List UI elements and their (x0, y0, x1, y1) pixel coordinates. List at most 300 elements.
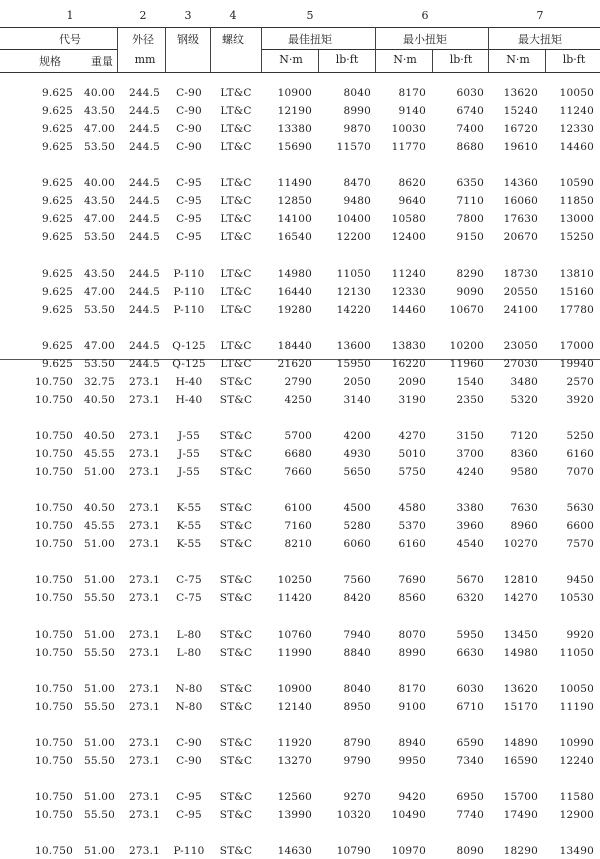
table-row (0, 430, 600, 444)
cell-max-lbft: 6600 (566, 520, 594, 533)
cell-min-lbft: 3700 (456, 448, 484, 460)
cell-od: 244.5 (128, 105, 160, 118)
cell-opt-nm: 10900 (277, 682, 312, 695)
cell-opt-lbft: 9270 (343, 790, 371, 803)
cell-min-lbft: 3150 (456, 429, 484, 442)
cell-max-lbft: 9450 (566, 574, 594, 587)
cell-opt-nm: 10760 (277, 628, 312, 641)
cell-opt-nm: 2790 (284, 375, 312, 388)
col-number-5: 5 (306, 9, 314, 22)
cell-thread: ST&C (219, 754, 253, 767)
header-divider (432, 50, 433, 72)
cell-max-nm: 13620 (503, 87, 538, 99)
cell-opt-lbft: 10790 (336, 845, 371, 858)
cell-max-nm: 14890 (503, 736, 538, 749)
cell-opt-nm: 10250 (277, 574, 312, 587)
cell-weight: 40.50 (83, 502, 115, 515)
unit-min-nm: N·m (393, 53, 417, 66)
cell-weight: 51.00 (83, 790, 115, 803)
cell-opt-nm: 21620 (277, 357, 312, 370)
cell-grade: C-95 (176, 177, 202, 190)
cell-opt-lbft: 12130 (336, 285, 371, 298)
cell-max-lbft: 6160 (566, 448, 594, 460)
cell-max-lbft: 11580 (559, 790, 594, 803)
cell-max-nm: 5320 (510, 393, 538, 406)
cell-opt-lbft: 12200 (336, 231, 371, 244)
cell-min-nm: 8170 (398, 87, 426, 99)
cell-min-lbft: 6320 (456, 592, 484, 605)
cell-opt-lbft: 7560 (343, 574, 371, 587)
cell-od: 244.5 (128, 141, 160, 154)
cell-opt-nm: 12560 (277, 790, 312, 803)
cell-opt-lbft: 13600 (336, 339, 371, 352)
cell-grade: K-55 (176, 538, 202, 551)
cell-size: 10.750 (35, 628, 73, 641)
cell-min-nm: 4580 (398, 502, 426, 515)
table-row (0, 141, 600, 155)
cell-min-nm: 10030 (391, 123, 426, 136)
header-divider (117, 27, 118, 72)
cell-weight: 45.55 (83, 448, 115, 460)
cell-grade: C-75 (176, 574, 202, 587)
units-row (0, 53, 600, 69)
table-row (0, 701, 600, 715)
cell-max-nm: 15700 (503, 790, 538, 803)
cell-max-nm: 23050 (503, 339, 538, 352)
table-row (0, 520, 600, 534)
cell-min-nm: 16220 (391, 357, 426, 370)
cell-grade: P-110 (173, 845, 205, 858)
cell-opt-lbft: 10400 (336, 213, 371, 226)
cell-opt-lbft: 5650 (343, 466, 371, 479)
cell-size: 9.625 (41, 303, 73, 316)
cell-thread: ST&C (219, 845, 253, 858)
cell-max-nm: 16590 (503, 754, 538, 767)
cell-weight: 55.50 (83, 809, 115, 821)
cell-max-nm: 8960 (510, 520, 538, 533)
cell-max-nm: 12810 (503, 574, 538, 587)
cell-weight: 51.00 (83, 682, 115, 695)
cell-od: 273.1 (128, 538, 160, 551)
cell-max-lbft: 12240 (559, 754, 594, 767)
cell-weight: 43.50 (83, 105, 115, 118)
col-number-3: 3 (184, 9, 192, 22)
cell-weight: 51.00 (83, 736, 115, 749)
cell-max-lbft: 10050 (559, 682, 594, 695)
cell-thread: ST&C (219, 628, 253, 641)
cell-max-lbft: 15250 (559, 231, 594, 244)
cell-min-lbft: 11960 (449, 357, 484, 370)
cell-weight: 51.00 (83, 574, 115, 587)
cell-opt-lbft: 11050 (336, 267, 371, 280)
table-row (0, 845, 600, 859)
cell-min-lbft: 7400 (456, 123, 484, 136)
cell-opt-nm: 11920 (277, 736, 312, 749)
cell-opt-nm: 16540 (277, 231, 312, 244)
table-row (0, 340, 600, 354)
cell-grade: C-90 (176, 141, 202, 154)
cell-grade: L-80 (176, 646, 202, 659)
cell-grade: Q-125 (172, 339, 206, 352)
cell-grade: H-40 (175, 375, 203, 388)
header-subrule-torque (261, 49, 600, 50)
cell-size: 10.750 (35, 429, 73, 442)
cell-max-lbft: 13000 (559, 213, 594, 226)
cell-thread: LT&C (220, 105, 252, 118)
cell-opt-nm: 5700 (284, 429, 312, 442)
cell-od: 244.5 (128, 285, 160, 298)
unit-weight: 重量 (91, 55, 113, 68)
cell-min-lbft: 8090 (456, 845, 484, 858)
cell-min-nm: 8940 (398, 736, 426, 749)
cell-size: 9.625 (41, 87, 73, 99)
cell-min-lbft: 4540 (456, 538, 484, 551)
header-divider (210, 27, 211, 72)
cell-opt-nm: 11990 (277, 646, 312, 659)
cell-opt-nm: 12140 (277, 700, 312, 713)
cell-size: 10.750 (35, 646, 73, 659)
cell-min-nm: 13830 (391, 339, 426, 352)
cell-opt-nm: 16440 (277, 285, 312, 298)
cell-weight: 47.00 (83, 213, 115, 226)
cell-thread: ST&C (219, 429, 253, 442)
cell-opt-nm: 4250 (284, 393, 312, 406)
cell-weight: 32.75 (83, 375, 115, 388)
cell-max-nm: 18290 (503, 845, 538, 858)
cell-thread: ST&C (219, 574, 253, 587)
cell-opt-nm: 8210 (284, 538, 312, 551)
unit-mm: mm (134, 53, 156, 66)
cell-size: 10.750 (35, 700, 73, 713)
cell-opt-lbft: 2050 (343, 375, 371, 388)
table-row (0, 791, 600, 805)
cell-grade: C-90 (176, 736, 202, 749)
cell-opt-lbft: 5280 (343, 520, 371, 533)
cell-thread: LT&C (220, 87, 252, 99)
cell-od: 244.5 (128, 231, 160, 244)
cell-grade: L-80 (176, 628, 202, 641)
cell-min-nm: 5010 (398, 448, 426, 460)
cell-thread: ST&C (219, 809, 253, 821)
cell-size: 9.625 (41, 141, 73, 154)
table-row (0, 502, 600, 516)
cell-opt-lbft: 14220 (336, 303, 371, 316)
cell-min-nm: 9420 (398, 790, 426, 803)
cell-opt-nm: 6680 (284, 448, 312, 460)
col-name-thread: 螺纹 (222, 33, 244, 46)
cell-max-nm: 20670 (503, 231, 538, 244)
table-row (0, 592, 600, 606)
cell-weight: 40.00 (83, 87, 115, 99)
cell-weight: 40.50 (83, 393, 115, 406)
cell-opt-nm: 14980 (277, 267, 312, 280)
cell-grade: C-95 (176, 213, 202, 226)
cell-max-lbft: 14460 (559, 141, 594, 154)
cell-opt-nm: 15690 (277, 141, 312, 154)
header-rule-bottom (0, 72, 600, 73)
header-divider (318, 50, 319, 72)
column-number-row (0, 9, 600, 23)
table-row (0, 376, 600, 390)
cell-max-lbft: 11240 (559, 105, 594, 118)
table-row (0, 737, 600, 751)
cell-opt-nm: 11490 (277, 177, 312, 190)
cell-min-nm: 6160 (398, 538, 426, 551)
cell-max-lbft: 7070 (566, 466, 594, 479)
cell-opt-lbft: 8470 (343, 177, 371, 190)
cell-opt-lbft: 9870 (343, 123, 371, 136)
cell-max-nm: 7630 (510, 502, 538, 515)
cell-max-lbft: 17000 (559, 339, 594, 352)
cell-opt-nm: 13990 (277, 809, 312, 821)
cell-max-lbft: 12330 (559, 123, 594, 136)
cell-max-nm: 15240 (503, 105, 538, 118)
cell-weight: 51.00 (83, 628, 115, 641)
cell-size: 10.750 (35, 736, 73, 749)
cell-min-nm: 2090 (398, 375, 426, 388)
cell-min-nm: 12330 (391, 285, 426, 298)
cell-max-nm: 14360 (503, 177, 538, 190)
cell-max-nm: 16060 (503, 195, 538, 208)
cell-max-lbft: 10530 (559, 592, 594, 605)
cell-max-lbft: 12900 (559, 809, 594, 821)
table-row (0, 231, 600, 245)
cell-min-lbft: 9090 (456, 285, 484, 298)
cell-max-nm: 19610 (503, 141, 538, 154)
cell-od: 244.5 (128, 213, 160, 226)
cell-max-nm: 8360 (510, 448, 538, 460)
cell-opt-nm: 19280 (277, 303, 312, 316)
cell-size: 10.750 (35, 754, 73, 767)
unit-opt-nm: N·m (279, 53, 303, 66)
col-name-optimum-torque: 最佳扭矩 (288, 33, 332, 46)
cell-min-nm: 9950 (398, 754, 426, 767)
cell-min-nm: 11240 (391, 267, 426, 280)
cell-size: 10.750 (35, 790, 73, 803)
cell-max-nm: 18730 (503, 267, 538, 280)
cell-min-nm: 5750 (398, 466, 426, 479)
unit-size: 规格 (39, 55, 61, 68)
cell-thread: ST&C (219, 375, 253, 388)
col-number-7: 7 (536, 9, 544, 22)
cell-opt-lbft: 8420 (343, 592, 371, 605)
col-name-maximum-torque: 最大扭矩 (518, 33, 562, 46)
cell-max-lbft: 19940 (559, 357, 594, 370)
cell-min-lbft: 5670 (456, 574, 484, 587)
header-divider (165, 27, 166, 72)
cell-grade: K-55 (176, 502, 202, 515)
cell-max-nm: 24100 (503, 303, 538, 316)
cell-max-lbft: 7570 (566, 538, 594, 551)
cell-max-nm: 15170 (503, 700, 538, 713)
cell-opt-nm: 7160 (284, 520, 312, 533)
header-divider (261, 27, 262, 72)
header-rule-top (0, 27, 600, 28)
cell-max-lbft: 11190 (559, 700, 594, 713)
cell-thread: LT&C (220, 339, 252, 352)
cell-size: 9.625 (41, 213, 73, 226)
cell-grade: C-95 (176, 790, 202, 803)
cell-weight: 47.00 (83, 123, 115, 136)
cell-size: 9.625 (41, 285, 73, 298)
cell-od: 273.1 (128, 466, 160, 479)
cell-opt-lbft: 11570 (336, 141, 371, 154)
cell-od: 273.1 (128, 520, 160, 533)
cell-min-lbft: 6630 (456, 646, 484, 659)
cell-max-lbft: 3920 (566, 393, 594, 406)
cell-od: 273.1 (128, 592, 160, 605)
cell-size: 9.625 (41, 195, 73, 208)
cell-max-lbft: 5250 (566, 429, 594, 442)
cell-max-lbft: 11050 (559, 646, 594, 659)
cell-od: 273.1 (128, 628, 160, 641)
table-row (0, 466, 600, 480)
cell-od: 273.1 (128, 646, 160, 659)
cell-max-lbft: 15160 (559, 285, 594, 298)
table-row (0, 304, 600, 318)
col-name-od: 外径 (132, 33, 154, 46)
table-row (0, 574, 600, 588)
cell-max-lbft: 10990 (559, 736, 594, 749)
cell-thread: ST&C (219, 466, 253, 479)
cell-min-lbft: 6030 (456, 87, 484, 99)
cell-size: 9.625 (41, 231, 73, 244)
cell-weight: 47.00 (83, 285, 115, 298)
cell-grade: C-90 (176, 105, 202, 118)
cell-max-nm: 16720 (503, 123, 538, 136)
unit-max-nm: N·m (506, 53, 530, 66)
cell-grade: K-55 (176, 520, 202, 533)
cell-min-nm: 11770 (391, 141, 426, 154)
cell-max-nm: 3480 (510, 375, 538, 388)
cell-min-nm: 5370 (398, 520, 426, 533)
cell-min-nm: 9140 (398, 105, 426, 118)
cell-weight: 51.00 (83, 538, 115, 551)
cell-weight: 55.50 (83, 646, 115, 659)
cell-max-nm: 17630 (503, 213, 538, 226)
cell-max-nm: 14270 (503, 592, 538, 605)
cell-thread: LT&C (220, 177, 252, 190)
cell-min-nm: 7690 (398, 574, 426, 587)
cell-od: 273.1 (128, 393, 160, 406)
cell-size: 10.750 (35, 520, 73, 533)
cell-min-nm: 10970 (391, 845, 426, 858)
cell-max-nm: 9580 (510, 466, 538, 479)
cell-od: 273.1 (128, 809, 160, 821)
cell-max-lbft: 2570 (566, 375, 594, 388)
cell-min-lbft: 6030 (456, 682, 484, 695)
table-row (0, 195, 600, 209)
cell-min-lbft: 3960 (456, 520, 484, 533)
cell-weight: 55.50 (83, 754, 115, 767)
cell-max-nm: 10270 (503, 538, 538, 551)
cell-od: 244.5 (128, 87, 160, 99)
cell-od: 273.1 (128, 754, 160, 767)
cell-weight: 53.50 (83, 303, 115, 316)
table-row (0, 538, 600, 552)
cell-opt-lbft: 8790 (343, 736, 371, 749)
cell-thread: LT&C (220, 141, 252, 154)
cell-min-nm: 10490 (391, 809, 426, 821)
cell-grade: P-110 (173, 303, 205, 316)
table-row (0, 358, 600, 372)
cell-weight: 40.00 (83, 177, 115, 190)
unit-min-lbft: lb·ft (449, 53, 473, 66)
cell-weight: 47.00 (83, 339, 115, 352)
cell-min-nm: 8170 (398, 682, 426, 695)
table-row (0, 755, 600, 769)
cell-min-lbft: 4240 (456, 466, 484, 479)
table-row (0, 647, 600, 661)
cell-thread: LT&C (220, 231, 252, 244)
cell-thread: LT&C (220, 123, 252, 136)
cell-thread: ST&C (219, 646, 253, 659)
cell-min-nm: 12400 (391, 231, 426, 244)
col-number-6: 6 (421, 9, 429, 22)
header-subrule-left (0, 49, 117, 50)
cell-opt-lbft: 10320 (336, 809, 371, 821)
cell-grade: H-40 (175, 393, 203, 406)
cell-opt-lbft: 4500 (343, 502, 371, 515)
cell-opt-lbft: 8040 (343, 682, 371, 695)
cell-max-lbft: 13810 (559, 267, 594, 280)
cell-size: 9.625 (41, 339, 73, 352)
cell-opt-nm: 7660 (284, 466, 312, 479)
cell-min-nm: 8990 (398, 646, 426, 659)
cell-min-nm: 14460 (391, 303, 426, 316)
cell-size: 9.625 (41, 123, 73, 136)
cell-max-lbft: 10590 (559, 177, 594, 190)
header-divider (545, 50, 546, 72)
header-divider (488, 27, 489, 72)
cell-max-lbft: 9920 (566, 628, 594, 641)
cell-thread: ST&C (219, 700, 253, 713)
cell-max-lbft: 13490 (559, 845, 594, 858)
cell-od: 244.5 (128, 303, 160, 316)
cell-grade: Q-125 (172, 357, 206, 370)
cell-thread: ST&C (219, 393, 253, 406)
table-row (0, 629, 600, 643)
cell-thread: ST&C (219, 520, 253, 533)
cell-size: 9.625 (41, 105, 73, 118)
cell-grade: C-95 (176, 195, 202, 208)
cell-thread: ST&C (219, 592, 253, 605)
table-row (0, 683, 600, 697)
cell-grade: C-90 (176, 87, 202, 99)
cell-od: 273.1 (128, 448, 160, 460)
cell-weight: 53.50 (83, 141, 115, 154)
cell-min-nm: 10580 (391, 213, 426, 226)
cell-min-nm: 3190 (398, 393, 426, 406)
col-name-minimum-torque: 最小扭矩 (403, 33, 447, 46)
cell-grade: J-55 (178, 429, 200, 442)
unit-opt-lbft: lb·ft (335, 53, 359, 66)
cell-od: 244.5 (128, 267, 160, 280)
cell-opt-nm: 10900 (277, 87, 312, 99)
cell-opt-nm: 12850 (277, 195, 312, 208)
cell-od: 273.1 (128, 700, 160, 713)
cell-min-nm: 9640 (398, 195, 426, 208)
cell-opt-lbft: 4930 (343, 448, 371, 460)
cell-weight: 51.00 (83, 466, 115, 479)
cell-min-nm: 4270 (398, 429, 426, 442)
cell-min-lbft: 6950 (456, 790, 484, 803)
cell-min-lbft: 8290 (456, 267, 484, 280)
cell-opt-lbft: 9790 (343, 754, 371, 767)
cell-od: 273.1 (128, 429, 160, 442)
cell-grade: J-55 (178, 466, 200, 479)
cell-opt-lbft: 8040 (343, 87, 371, 99)
